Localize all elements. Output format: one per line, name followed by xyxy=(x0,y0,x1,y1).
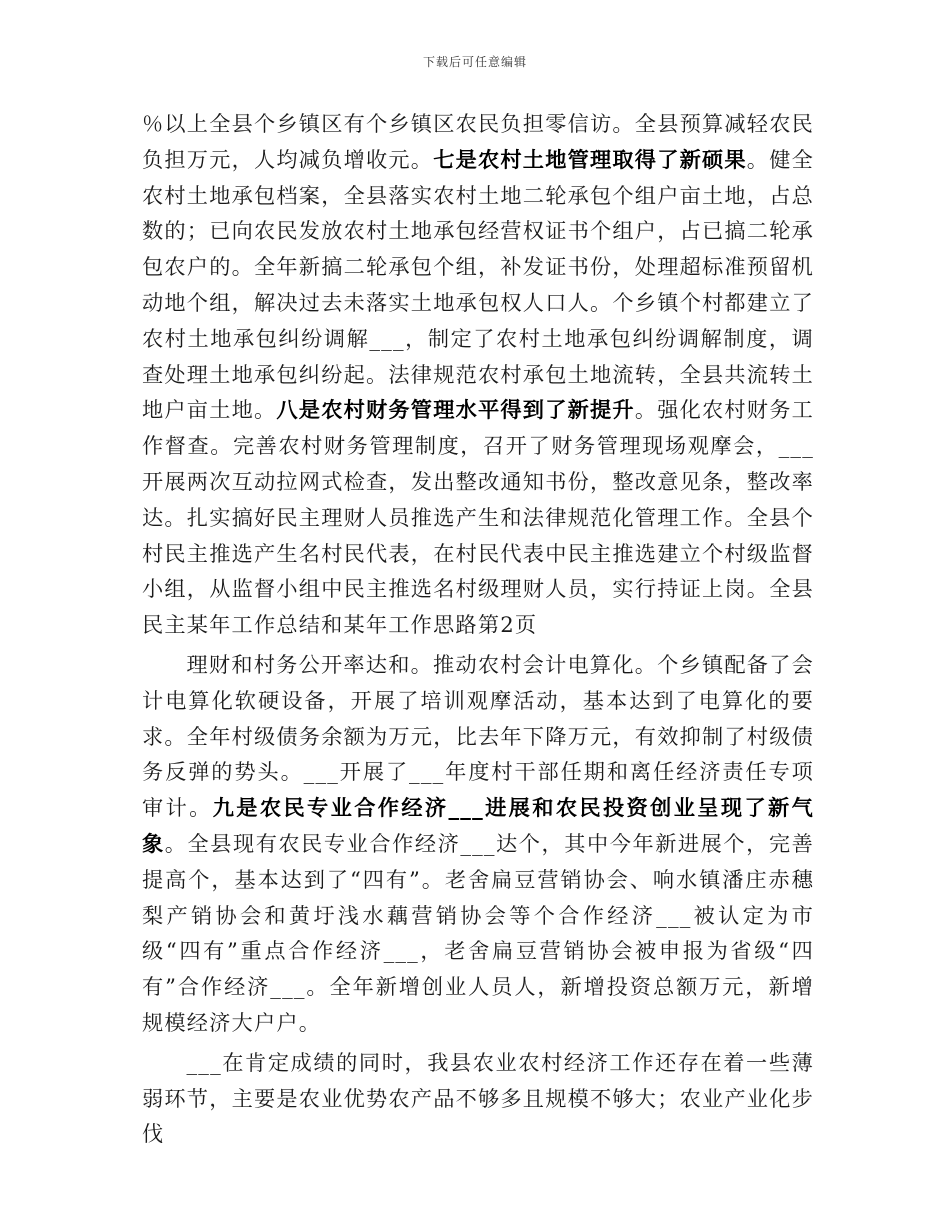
paragraph-2 xyxy=(142,647,814,1041)
bold-heading-land-management: 七是农村土地管理取得了新硕果 xyxy=(433,146,747,172)
paragraph-1 xyxy=(142,106,814,643)
document-body xyxy=(142,106,814,1152)
text-segment: 理财和村务公开率达和。推动农村会计电算化。个乡镇配备了会计电算化软硬设备，开展了培训观摩活动，基本达到了电算化的要求。全年村级债务余额为万元，比去年下降万元，有效抑制了村级债务反弹的势头。___开展了___年度村干部任期和离任经济责任专项审计。 xyxy=(142,651,814,821)
bold-heading-cooperative-economy: 九是农民专业合作经济___进展和农民投资创业呈现了新气象 xyxy=(142,795,814,856)
page-header: 下载后可任意编辑 xyxy=(422,55,527,69)
bold-heading-finance-management: 八是农村财务管理水平得到了新提升 xyxy=(276,397,635,423)
text-segment: ___在肯定成绩的同时，我县农业农村经济工作还存在着一些薄弱环节，主要是农业优势农产品不够多且规模不够大；农业产业化步伐 xyxy=(142,1049,814,1147)
text-segment: 。强化农村财务工作督查。完善农村财务管理制度，召开了财务管理现场观摩会，___开展两次互动拉网式检查，发出整改通知书份，整改意见条，整改率达。扎实搞好民主理财人员推选产生和法律规范化管理工作。全县个村民主推选产生名村民代表，在村民代表中民主推选建立个村级监督小组，从监督小组中民主推选名村级理财人员，实行持证上岗。全县民主某年工作总结和某年工作思路第2页 xyxy=(142,397,814,638)
text-segment: 。全县现有农民专业合作经济___达个，其中今年新进展个，完善提高个，基本达到了“四有”。老舍扁豆营销协会、响水镇潘庄赤穗梨产销协会和黄圩浅水藕营销协会等个合作经济___被认定为市级“四有”重点合作经济___，老舍扁豆营销协会被申报为省级“四有”合作经济___。全年新增创业人员人，新增投资总额万元，新增规模经济大户户。 xyxy=(142,830,814,1035)
text-segment: ％以上全县个乡镇区有个乡镇区农民负担零信访。全县预算减轻农民负担万元，人均减负增收元。 xyxy=(142,111,814,172)
paragraph-3 xyxy=(142,1045,814,1152)
text-segment: 。健全农村土地承包档案，全县落实农村土地二轮承包个组户亩土地，占总数的；已向农民发放农村土地承包经营权证书个组户，占已搞二轮承包农户的。全年新搞二轮承包个组，补发证书份，处理超标准预留机动地个组，解决过去未落实土地承包权人口人。个乡镇个村都建立了农村土地承包纠纷调解___，制定了农村土地承包纠纷调解制度，调查处理土地承包纠纷起。法律规范农村承包土地流转，全县共流转土地户亩土地。 xyxy=(142,146,814,423)
